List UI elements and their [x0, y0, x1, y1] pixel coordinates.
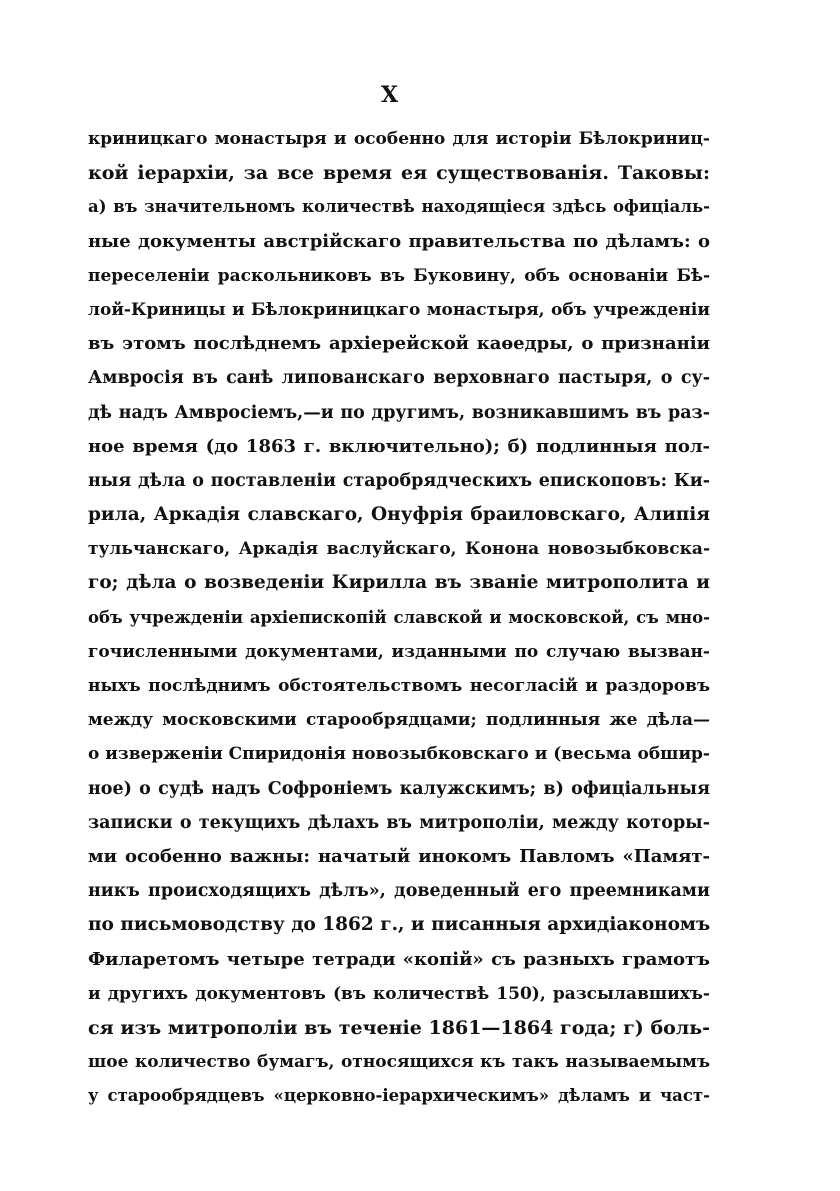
text-line: го; дѣла о возведеніи Кирилла въ званіе митрополита и [88, 572, 710, 594]
text-line: ныхъ послѣднимъ обстоятельствомъ несогласій и раздоровъ [88, 676, 710, 696]
text-line: записки о текущихъ дѣлахъ въ митрополіи, между которы- [88, 812, 710, 833]
text-line: о изверженіи Спиридонія новозыбковскаго и (весьма обшир- [88, 744, 710, 765]
text-line: никъ происходящихъ дѣлъ», доведенный его преемниками [88, 881, 710, 902]
text-line: тульчанскаго, Аркадія васлуйскаго, Конона новозыбковска- [88, 539, 710, 560]
text-line: и другихъ документовъ (въ количествѣ 150), разсылавшихъ- [88, 983, 710, 1004]
text-line: ми особенно важны: начатый инокомъ Павломъ «Памят- [88, 845, 710, 867]
text-line: между московскими старообрядцами; подлинныя же дѣла— [88, 710, 710, 731]
text-line: ное время (до 1863 г. включительно); б) подлинныя пол- [88, 435, 710, 457]
text-line: переселеніи раскольниковъ въ Буковину, объ основаніи Бѣ- [88, 265, 710, 286]
text-line: Филаретомъ четыре тетради «копій» съ разныхъ грамотъ [88, 948, 710, 970]
text-line: рила, Аркадія славскаго, Онуфрія браиловскаго, Алипія [88, 504, 710, 526]
page-number: X [380, 82, 400, 108]
text-line: а) въ значительномъ количествѣ находящіеся здѣсь офиціаль- [88, 197, 710, 217]
text-line: криницкаго монастыря и особенно для исторіи Бѣлокриниц- [88, 129, 710, 149]
text-line: у старообрядцевъ «церковно-іерархическимъ» дѣламъ и част- [88, 1086, 710, 1106]
text-line: шое количество бумагъ, относящихся къ такъ называемымъ [88, 1052, 710, 1073]
text-line: Амвросія въ санѣ липованскаго верховнаго пастыря, о су- [88, 368, 710, 389]
text-line: ся изъ митрополіи въ теченіе 1861—1864 года; г) боль- [88, 1016, 710, 1039]
text-line: гочисленными документами, изданными по случаю вызван- [88, 641, 710, 662]
text-line: кой іерархіи, за все время ея существованія. Таковы: [88, 162, 710, 185]
text-line: по письмоводству до 1862 г., и писанныя архидіакономъ [88, 914, 710, 936]
text-line: ныя дѣла о поставленіи старобрядческихъ епископовъ: Ки- [88, 470, 710, 491]
text-line: дѣ надъ Амвросіемъ,—и по другимъ, возникавшимъ въ раз- [88, 402, 710, 423]
text-line: ное) о судѣ надъ Софроніемъ калужскимъ; в) офиціальныя [88, 778, 710, 799]
text-line: лой-Криницы и Бѣлокриницкаго монастыря, объ учрежденіи [88, 299, 710, 320]
text-line: въ этомъ послѣднемъ архіерейской каѳедры, о признаніи [88, 333, 710, 355]
text-line: ные документы австрійскаго правительства по дѣламъ: о [88, 230, 710, 252]
text-line: объ учрежденіи архіепископій славской и московской, съ мно- [88, 607, 710, 627]
body-text [88, 122, 710, 1113]
